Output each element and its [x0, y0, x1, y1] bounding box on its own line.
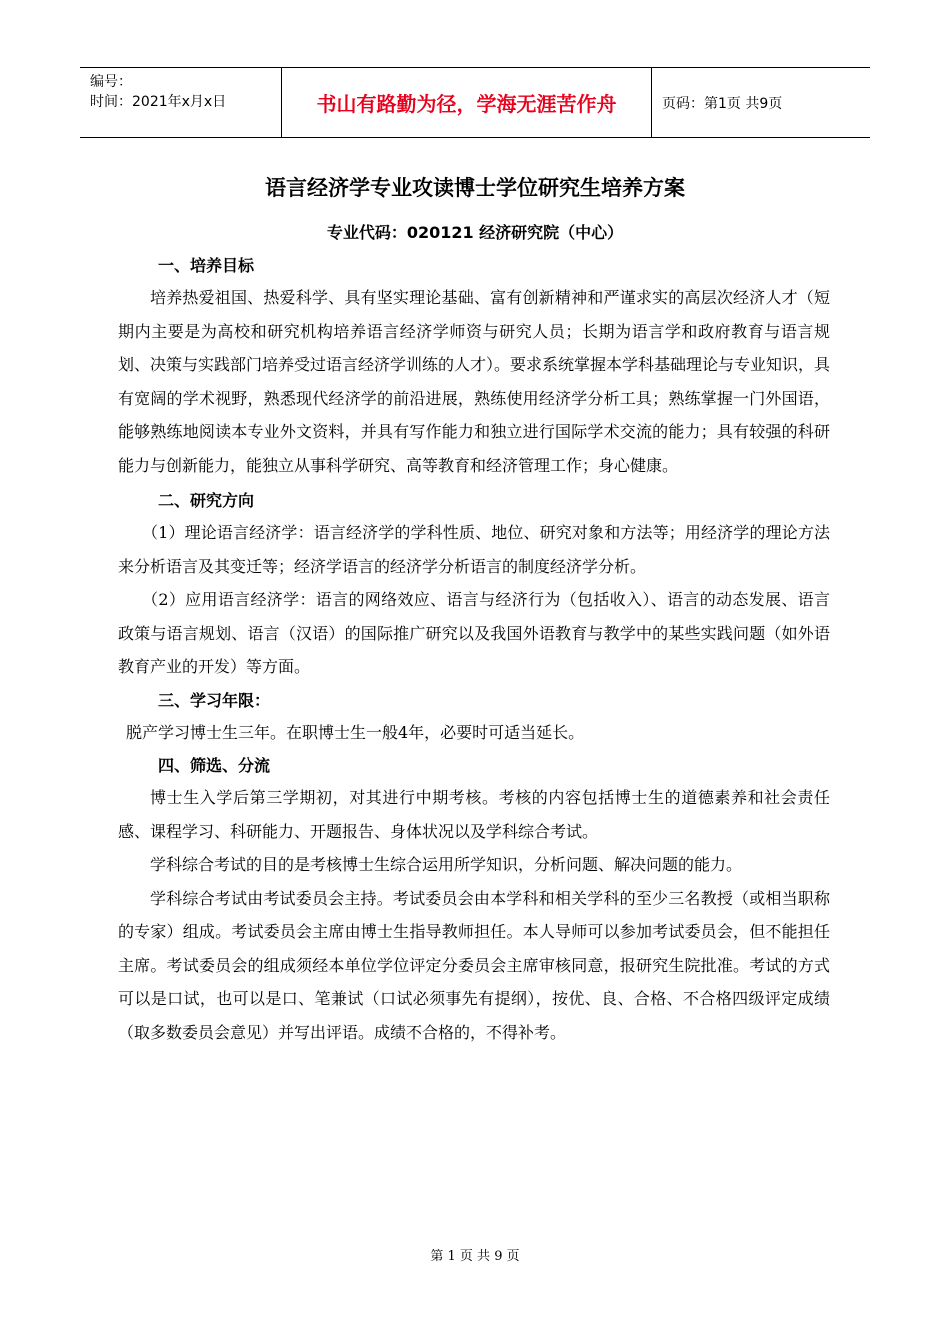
paragraph-duration: 脱产学习博士生三年。在职博士生一般4年，必要时可适当延长。 — [126, 722, 585, 742]
header-motto: 书山有路勤为径，学海无涯苦作舟 — [281, 68, 652, 137]
paragraph-direction-2: （2）应用语言经济学：语言的网络效应、语言与经济行为（包括收入）、语言的动态发展、语言政策与语言规划、语言（汉语）的国际推广研究以及我国外语教育与教学中的某些实践问题（如外语教育产业的开发）等方面。 — [118, 590, 830, 676]
section-heading-screening: 四、筛选、分流 — [158, 756, 271, 775]
paragraph-screening-1: 博士生入学后第三学期初，对其进行中期考核。考核的内容包括博士生的道德素养和社会责任感、课程学习、科研能力、开题报告、身体状况以及学科综合考试。 — [118, 788, 830, 841]
document-body — [118, 251, 830, 1049]
doc-time-label: 时间：2021年x月x日 — [90, 94, 227, 110]
paragraph-screening-3: 学科综合考试由考试委员会主持。考试委员会由本学科和相关学科的至少三名教授（或相当职称的专家）组成。考试委员会主席由博士生指导教师担任。本人导师可以参加考试委员会，但不能担任主席。考试委员会的组成须经本单位学位评定分委员会主席审核同意，报研究生院批准。考试的方式可以是口试，也可以是口、笔兼试（口试必须事先有提纲），按优、良、合格、不合格四级评定成绩（取多数委员会意见）并写出评语。成绩不合格的，不得补考。 — [118, 888, 830, 1042]
section-heading-directions: 二、研究方向 — [158, 491, 255, 510]
document-subtitle: 专业代码：020121 经济研究院（中心） — [326, 223, 624, 242]
section-heading-duration: 三、学习年限： — [158, 690, 271, 710]
header-table — [80, 67, 870, 138]
paragraph-screening-2: 学科综合考试的目的是考核博士生综合运用所学知识，分析问题、解决问题的能力。 — [150, 855, 743, 874]
paragraph-direction-1: （1）理论语言经济学：语言经济学的学科性质、地位、研究对象和方法等；用经济学的理论方法来分析语言及其变迁等；经济学语言的经济学分析语言的制度经济学分析。 — [118, 523, 830, 576]
document-title: 语言经济学专业攻读博士学位研究生培养方案 — [265, 176, 685, 200]
section-heading-goals: 一、培养目标 — [158, 256, 255, 275]
page-footer: 第 1 页 共 9 页 — [430, 1249, 520, 1264]
header-meta — [80, 68, 281, 137]
paragraph-goals: 培养热爱祖国、热爱科学、具有坚实理论基础、富有创新精神和严谨求实的高层次经济人才（短期内主要是为高校和研究机构培养语言经济学师资与研究人员；长期为语言学和政府教育与语言规划、决策与实践部门培养受过语言经济学训练的人才）。要求系统掌握本学科基础理论与专业知识，具有宽阔的学术视野，熟悉现代经济学的前沿进展，熟练使用经济学分析工具；熟练掌握一门外国语，能够熟练地阅读本专业外文资料，并具有写作能力和独立进行国际学术交流的能力；具有较强的科研能力与创新能力，能独立从事科学研究、高等教育和经济管理工作；身心健康。 — [118, 288, 831, 475]
doc-number-label: 编号： — [90, 74, 132, 90]
header-page-label: 页码：第1页 共9页 — [662, 95, 783, 112]
